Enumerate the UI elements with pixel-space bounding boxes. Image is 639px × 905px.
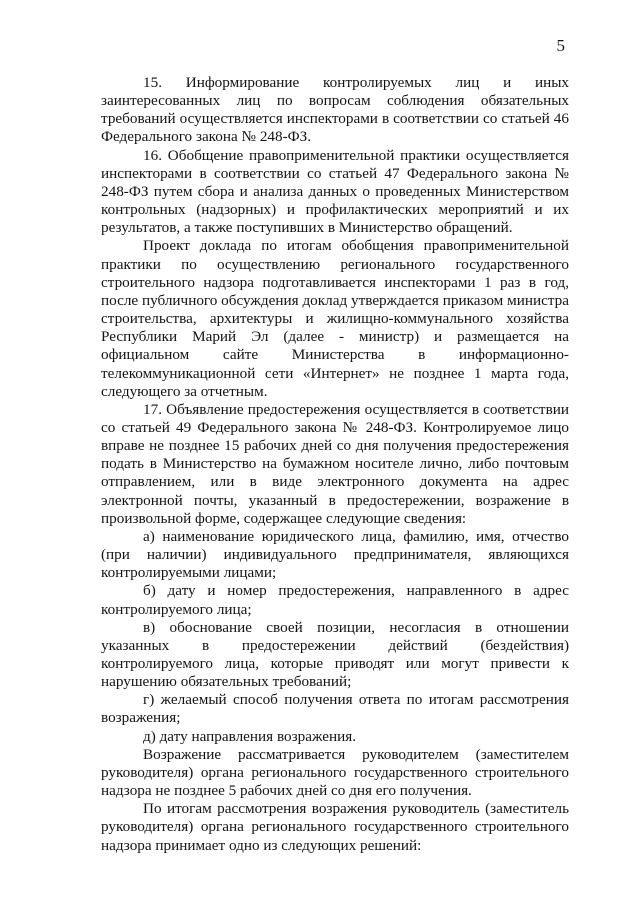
paragraph-report-draft: Проект доклада по итогам обобщения правоприменительной практики по осуществлению регионального государственного строительного надзора подготавливается инспекторами 1 раз в год, после публичного обсуждения доклад утверждается приказом министра строительства, архитектуры и жилищно-коммунального хозяйства Республики Марий Эл (далее - министр) и размещается на официальном сайте Министерства в информационно-телекоммуникационной сети «Интернет» не позднее 1 марта года, следующего за отчетным. — [101, 237, 569, 400]
paragraph-16-practice-summary: 16. Обобщение правоприменительной практики осуществляется инспекторами в соответствии со статьей 47 Федерального закона № 248-ФЗ путем сбора и анализа данных о проведенных Министерством контрольных (надзорных) и профилактических мероприятий и их результатов, а также поступивших в Министерство обращений. — [101, 146, 569, 237]
list-item-d: д) дату направления возражения. — [143, 727, 357, 745]
document-body — [101, 74, 569, 855]
paragraph-objection-review: Возражение рассматривается руководителем (заместителем руководителя) органа регионального государственного строительного надзора не позднее 5 рабочих дней со дня его получения. — [101, 745, 569, 800]
paragraph-review-decision: По итогам рассмотрения возражения руководитель (заместитель руководителя) органа регионального государственного строительного надзора принимает одно из следующих решений: — [101, 800, 569, 854]
list-item-a: а) наименование юридического лица, фамилию, имя, отчество (при наличии) индивидуального предпринимателя, являющихся контролируемыми лицами; — [101, 527, 569, 582]
list-item-g: г) желаемый способ получения ответа по итогам рассмотрения возражения; — [101, 691, 569, 727]
list-item-v: в) обоснование своей позиции, несогласия в отношении указанных в предостережении действий (бездействия) контролируемого лица, которые приводят или могут привести к нарушению обязательных требований; — [101, 618, 569, 691]
paragraph-17-warning: 17. Объявление предостережения осуществляется в соответствии со статьей 49 Федерального закона № 248-ФЗ. Контролируемое лицо вправе не позднее 15 рабочих дней со дня получения предостережения подать в Министерство на бумажном носителе лично, либо почтовым отправлением, или в виде электронного документа на адрес электронной почты, указанный в предостережении, возражение в произвольной форме, содержащее следующие сведения: — [101, 400, 569, 527]
list-item-b: б) дату и номер предостережения, направленного в адрес контролируемого лица; — [101, 582, 569, 618]
page-number: 5 — [556, 36, 565, 55]
paragraph-15-informing: 15. Информирование контролируемых лиц и иных заинтересованных лиц по вопросам соблюдения обязательных требований осуществляется инспекторами в соответствии со статьей 46 Федерального закона № 248-ФЗ. — [101, 74, 569, 146]
